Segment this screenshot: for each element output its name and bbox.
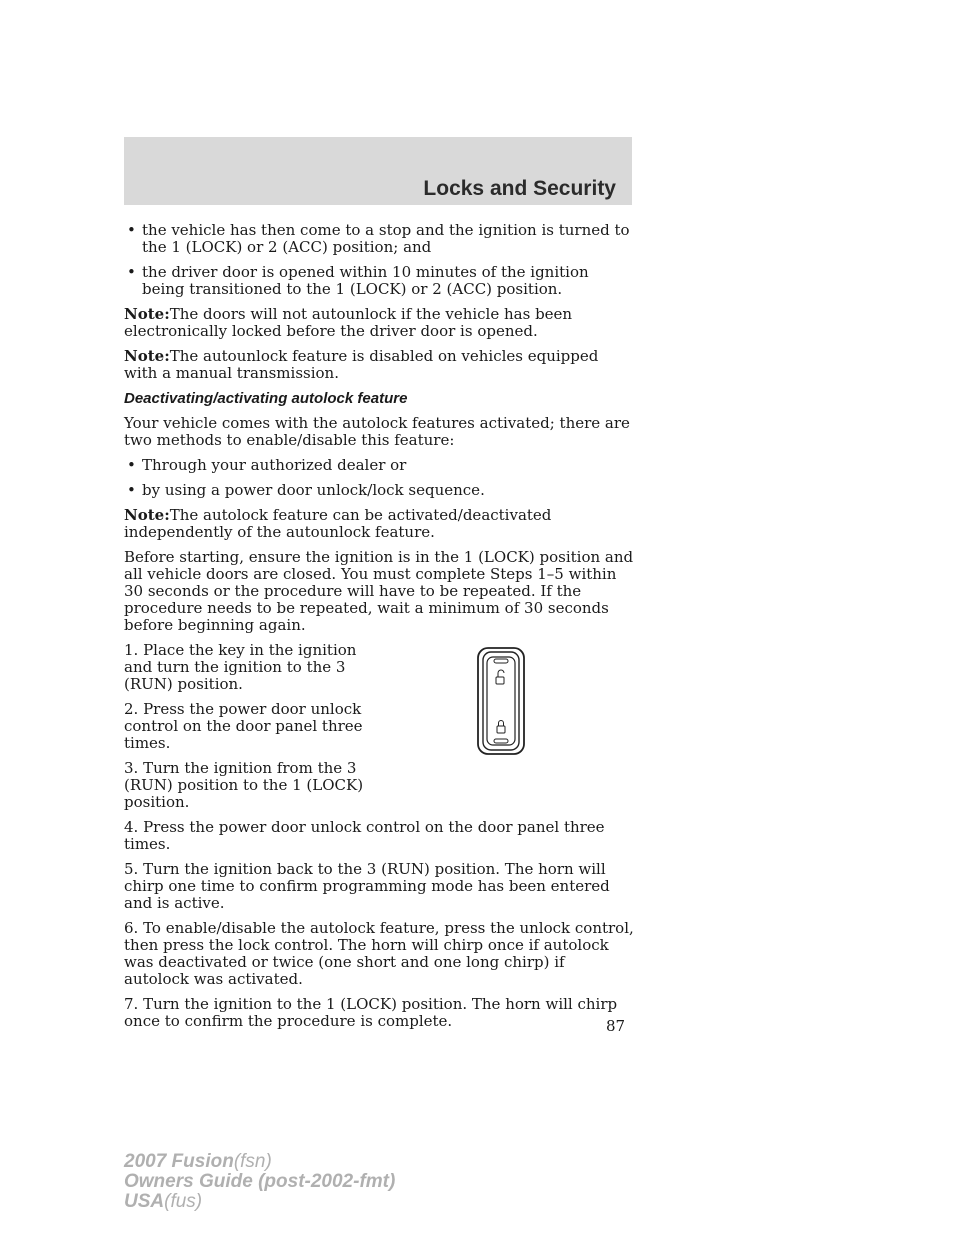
bullet-dot: •: [127, 221, 136, 239]
instructions-paragraph: Before starting, ensure the ignition is in the 1 (LOCK) position and all vehicle doors are closed. You must complete Steps 1–5 within 30 seconds or the procedure will have to be repeated. If the procedure needs to be repeated, wait a minimum of 30 seconds before beginning again.: [124, 548, 634, 634]
steps-with-illustration: [124, 642, 634, 811]
note-paragraph: [124, 507, 634, 541]
bullet-dot: •: [127, 263, 136, 281]
bullet-text: the vehicle has then come to a stop and the ignition is turned to the 1 (LOCK) or 2 (ACC) position; and: [142, 221, 630, 256]
step-item: 7. Turn the ignition to the 1 (LOCK) position. The horn will chirp once to confirm the procedure is complete.: [124, 995, 618, 1030]
footer-model-code: (fsn): [233, 1151, 272, 1172]
bullet-text: the driver door is opened within 10 minutes of the ignition being transitioned to the 1 (LOCK) or 2 (ACC) position.: [142, 263, 589, 298]
note-label: Note:: [124, 506, 170, 524]
footer-market-code: (fus): [164, 1191, 203, 1212]
bullet-item: [124, 457, 634, 474]
step-item: 4. Press the power door unlock control on the door panel three times.: [124, 818, 605, 853]
step-item: 2. Press the power door unlock control on the door panel three times.: [124, 700, 363, 752]
footer-model: 2007 Fusion: [124, 1151, 234, 1172]
step-item: 6. To enable/disable the autolock feature, press the unlock control, then press the lock control. The horn will chirp once if autolock was deactivated or twice (one short and one long chirp) if autolock was activated.: [124, 919, 634, 988]
intro-paragraph: Your vehicle comes with the autolock features activated; there are two methods to enable/disable this feature:: [124, 414, 630, 449]
footer-guide: Owners Guide (post-2002-fmt): [124, 1171, 396, 1192]
bullet-dot: •: [127, 481, 136, 499]
note-text: The autolock feature can be activated/deactivated independently of the autounlock feature.: [124, 506, 552, 541]
footer-market: USA: [124, 1191, 165, 1212]
door-lock-switch-icon: [476, 646, 526, 756]
note-text: The doors will not autounlock if the vehicle has been electronically locked before the driver door is opened.: [124, 305, 573, 340]
note-paragraph: [124, 306, 634, 340]
note-label: Note:: [124, 305, 170, 323]
section-heading: Deactivating/activating autolock feature: [124, 390, 408, 407]
page-content: [124, 222, 634, 1038]
document-footer: [124, 1152, 395, 1212]
section-header-band: [124, 137, 632, 205]
bullet-item: [124, 222, 634, 256]
step-item: 3. Turn the ignition from the 3 (RUN) position to the 1 (LOCK) position.: [124, 759, 364, 811]
bullet-text: Through your authorized dealer or: [142, 456, 407, 474]
footer-line: [124, 1152, 395, 1172]
step-item: 1. Place the key in the ignition and turn the ignition to the 3 (RUN) position.: [124, 641, 357, 693]
footer-line: [124, 1192, 395, 1212]
note-text: The autounlock feature is disabled on vehicles equipped with a manual transmission.: [124, 347, 599, 382]
note-paragraph: [124, 348, 634, 382]
bullet-item: [124, 264, 634, 298]
page-number: 87: [606, 1017, 626, 1035]
section-title: Locks and Security: [423, 177, 616, 200]
bullet-item: [124, 482, 634, 499]
note-label: Note:: [124, 347, 170, 365]
bullet-dot: •: [127, 456, 136, 474]
bullet-text: by using a power door unlock/lock sequence.: [142, 481, 485, 499]
step-item: 5. Turn the ignition back to the 3 (RUN) position. The horn will chirp one time to confirm programming mode has been entered and is active.: [124, 860, 610, 912]
